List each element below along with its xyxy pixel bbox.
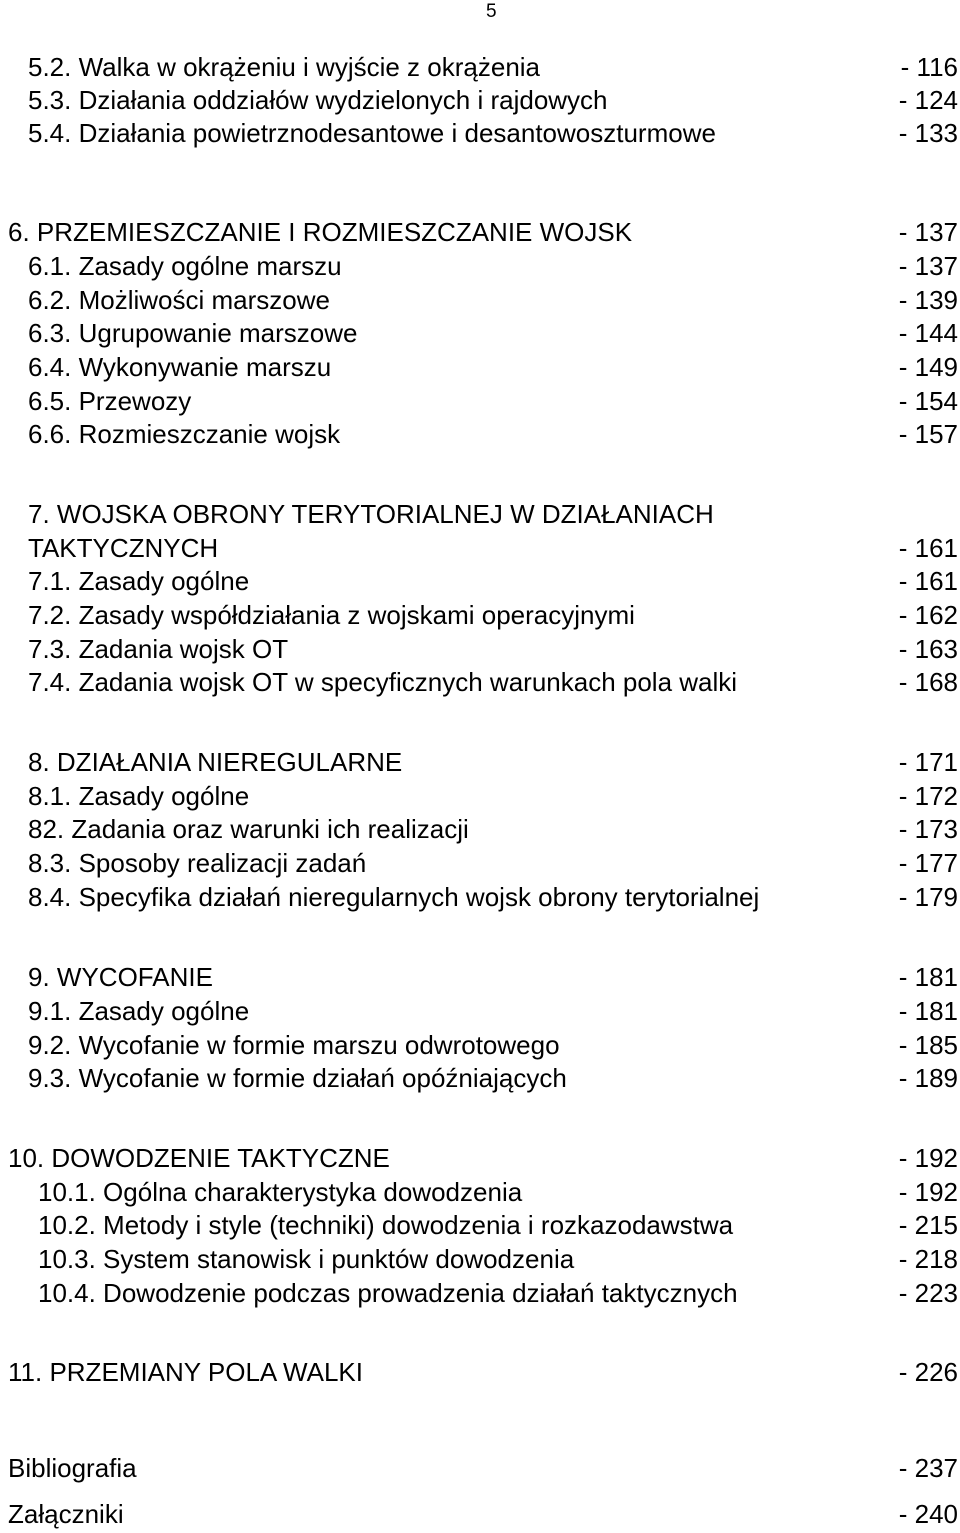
toc-entry-title: 8.3. Sposoby realizacji zadań	[28, 848, 367, 878]
toc-entry-title: Bibliografia	[8, 1453, 137, 1483]
toc-entry-8[interactable]	[28, 745, 958, 779]
toc-entry-page: - 181	[898, 996, 958, 1026]
toc-entry-8-4[interactable]	[28, 880, 958, 914]
toc-entry-title: 9.1. Zasady ogólne	[28, 996, 250, 1026]
toc-entry-8-1[interactable]	[28, 779, 958, 813]
toc-entry-page: - 192	[898, 1143, 958, 1173]
toc-entry-page: - 137	[898, 217, 958, 247]
toc-entry-page: - 157	[898, 419, 958, 449]
toc-entry-title: 6. PRZEMIESZCZANIE I ROZMIESZCZANIE WOJSK	[8, 217, 633, 247]
toc-entry-page: - 168	[898, 667, 958, 697]
toc-entry-title: 7.4. Zadania wojsk OT w specyficznych warunkach pola walki	[28, 667, 738, 697]
toc-entry-page: - 215	[898, 1210, 958, 1240]
toc-entry-title: 9.3. Wycofanie w formie działań opóźniających	[28, 1063, 567, 1093]
toc-entry-page: - 133	[898, 118, 958, 148]
page-number: 5	[486, 1, 497, 22]
toc-entry-zalaczniki[interactable]	[8, 1497, 958, 1531]
toc-entry-page: - 218	[898, 1244, 958, 1274]
toc-entry-6-2[interactable]	[28, 283, 958, 317]
toc-entry-title: TAKTYCZNYCH	[28, 533, 219, 563]
toc-entry-title: 10. DOWODZENIE TAKTYCZNE	[8, 1143, 390, 1173]
toc-entry-7-line1[interactable]: 7. WOJSKA OBRONY TERYTORIALNEJ W DZIAŁANIACH	[28, 499, 714, 529]
toc-entry-page: - 116	[900, 52, 958, 82]
toc-entry-title: 9.2. Wycofanie w formie marszu odwrotowego	[28, 1030, 560, 1060]
toc-entry-10[interactable]	[8, 1141, 958, 1175]
toc-entry-5-4[interactable]	[28, 116, 958, 150]
toc-entry-title: 5.2. Walka w okrążeniu i wyjście z okrążenia	[28, 52, 541, 82]
toc-entry-6-4[interactable]	[28, 350, 958, 384]
toc-entry-7[interactable]	[28, 531, 958, 565]
toc-entry-title: 10.4. Dowodzenie podczas prowadzenia działań taktycznych	[38, 1278, 738, 1308]
toc-entry-page: - 223	[898, 1278, 958, 1308]
toc-entry-6-6[interactable]	[28, 417, 958, 451]
toc-entry-page: - 237	[898, 1453, 958, 1483]
toc-entry-5-2[interactable]	[28, 50, 958, 84]
toc-entry-title: 8.1. Zasady ogólne	[28, 781, 250, 811]
toc-entry-7-2[interactable]	[28, 598, 958, 632]
toc-entry-page: - 179	[898, 882, 958, 912]
toc-entry-9-3[interactable]	[28, 1061, 958, 1095]
toc-entry-title: 82. Zadania oraz warunki ich realizacji	[28, 814, 469, 844]
toc-entry-page: - 189	[898, 1063, 958, 1093]
toc-entry-title: 5.3. Działania oddziałów wydzielonych i rajdowych	[28, 85, 608, 115]
toc-entry-page: - 154	[898, 386, 958, 416]
toc-entry-title: 7.2. Zasady współdziałania z wojskami operacyjnymi	[28, 600, 635, 630]
toc-entry-page: - 177	[898, 848, 958, 878]
toc-entry-title: 11. PRZEMIANY POLA WALKI	[8, 1357, 363, 1387]
toc-entry-title: 6.2. Możliwości marszowe	[28, 285, 330, 315]
toc-entry-title: 8.4. Specyfika działań nieregularnych wojsk obrony terytorialnej	[28, 882, 760, 912]
toc-entry-title: 7.1. Zasady ogólne	[28, 566, 250, 596]
toc-entry-page: - 124	[898, 85, 958, 115]
toc-entry-title: 5.4. Działania powietrznodesantowe i desantowoszturmowe	[28, 118, 716, 148]
toc-entry-10-3[interactable]	[38, 1242, 958, 1276]
toc-entry-page: - 161	[898, 566, 958, 596]
toc-entry-title: 8. DZIAŁANIA NIEREGULARNE	[28, 747, 403, 777]
toc-entry-8-3[interactable]	[28, 846, 958, 880]
toc-entry-8-2[interactable]	[28, 812, 958, 846]
toc-entry-page: - 139	[898, 285, 958, 315]
toc-entry-10-4[interactable]	[38, 1276, 958, 1310]
toc-entry-title: 10.1. Ogólna charakterystyka dowodzenia	[38, 1177, 523, 1207]
toc-entry-page: - 161	[898, 533, 958, 563]
toc-entry-5-3[interactable]	[28, 83, 958, 117]
toc-entry-9-2[interactable]	[28, 1028, 958, 1062]
toc-entry-page: - 163	[898, 634, 958, 664]
toc-entry-6-3[interactable]	[28, 316, 958, 350]
toc-entry-title: 6.6. Rozmieszczanie wojsk	[28, 419, 341, 449]
toc-entry-7-3[interactable]	[28, 632, 958, 666]
toc-entry-title: Załączniki	[8, 1499, 124, 1529]
toc-entry-9-1[interactable]	[28, 994, 958, 1028]
toc-entry-page: - 192	[898, 1177, 958, 1207]
toc-entry-title: 10.3. System stanowisk i punktów dowodzenia	[38, 1244, 575, 1274]
toc-entry-6[interactable]	[8, 215, 958, 249]
toc-entry-title: 6.5. Przewozy	[28, 386, 192, 416]
toc-entry-page: - 162	[898, 600, 958, 630]
toc-entry-title: 7.3. Zadania wojsk OT	[28, 634, 289, 664]
toc-entry-page: - 137	[898, 251, 958, 281]
toc-entry-page: - 173	[898, 814, 958, 844]
toc-entry-6-1[interactable]	[28, 249, 958, 283]
toc-entry-title: 9. WYCOFANIE	[28, 962, 213, 992]
toc-entry-page: - 171	[898, 747, 958, 777]
toc-entry-9[interactable]	[28, 960, 958, 994]
toc-entry-10-2[interactable]	[38, 1208, 958, 1242]
toc-entry-title: 6.3. Ugrupowanie marszowe	[28, 318, 358, 348]
toc-entry-bibliografia[interactable]	[8, 1451, 958, 1485]
toc-entry-page: - 185	[898, 1030, 958, 1060]
toc-entry-11[interactable]	[8, 1355, 958, 1389]
toc-entry-page: - 172	[898, 781, 958, 811]
toc-entry-page: - 226	[898, 1357, 958, 1387]
toc-entry-7-4[interactable]	[28, 665, 958, 699]
toc-entry-title: 6.4. Wykonywanie marszu	[28, 352, 332, 382]
toc-entry-7-1[interactable]	[28, 564, 958, 598]
toc-entry-page: - 181	[898, 962, 958, 992]
toc-entry-title: 10.2. Metody i style (techniki) dowodzenia i rozkazodawstwa	[38, 1210, 734, 1240]
toc-entry-6-5[interactable]	[28, 384, 958, 418]
toc-entry-title: 6.1. Zasady ogólne marszu	[28, 251, 342, 281]
toc-entry-page: - 240	[898, 1499, 958, 1529]
toc-entry-page: - 149	[898, 352, 958, 382]
toc-entry-10-1[interactable]	[38, 1175, 958, 1209]
toc-entry-page: - 144	[898, 318, 958, 348]
